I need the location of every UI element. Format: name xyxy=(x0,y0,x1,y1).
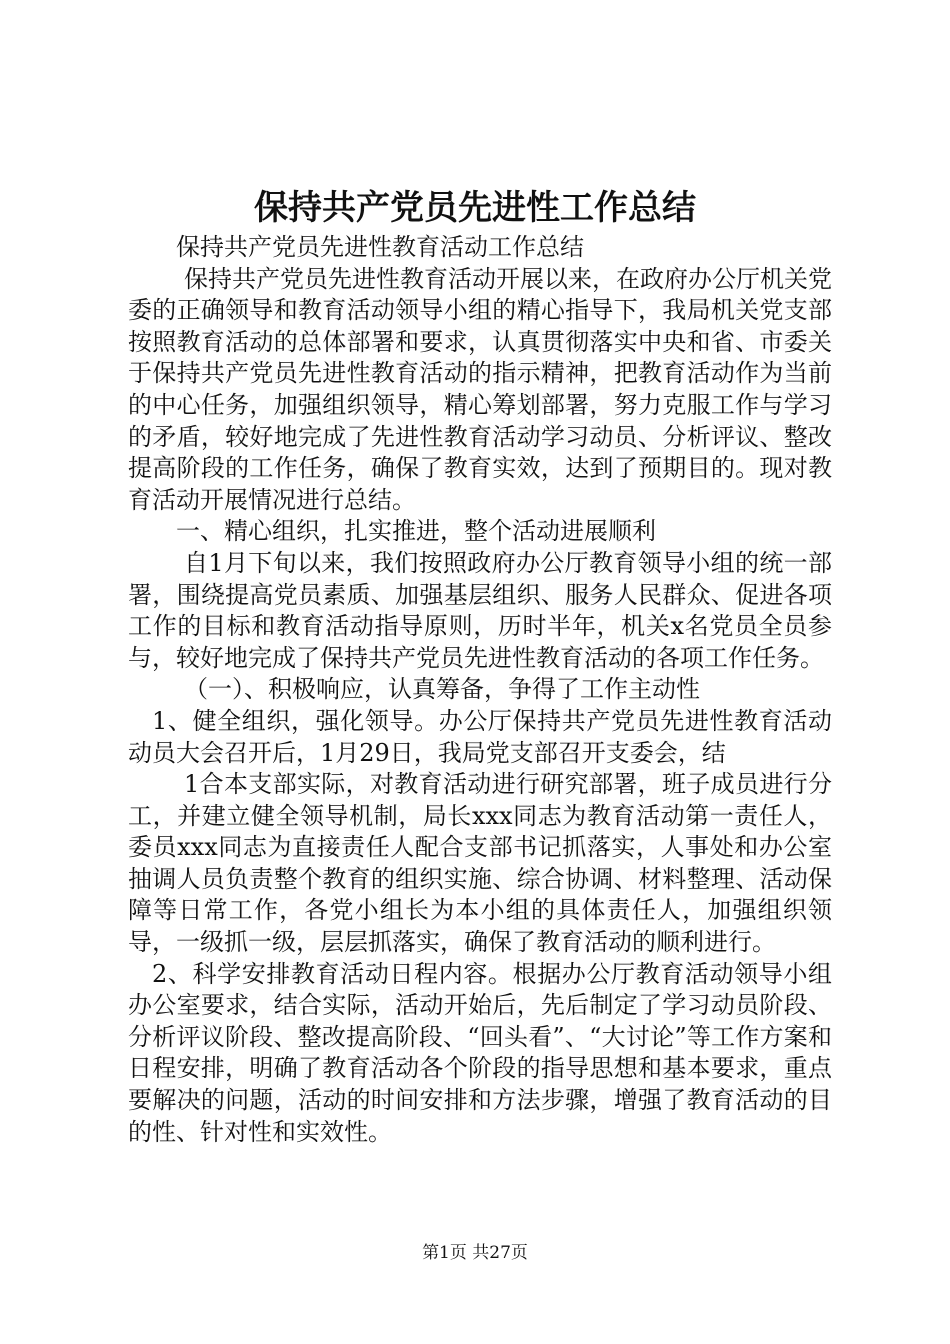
item-2-paragraph: 2、科学安排教育活动日程内容。根据办公厅教育活动领导小组办公室要求，结合实际，活动开始后，先后制定了学习动员阶段、分析评议阶段、整改提高阶段、“回头看”、“大讨论”等工作方案和日程安排，明确了教育活动各个阶段的指导思想和基本要求，重点要解决的问题，活动的时间安排和方法步骤，增强了教育活动的目的性、针对性和实效性。 xyxy=(128,959,832,1146)
subtitle-paragraph: 保持共产党员先进性教育活动工作总结 xyxy=(176,233,584,261)
intro-paragraph: 保持共产党员先进性教育活动开展以来，在政府办公厅机关党委的正确领导和教育活动领导小组的精心指导下，我局机关党支部按照教育活动的总体部署和要求，认真贯彻落实中央和省、市委关于保持共产党员先进性教育活动的指示精神，把教育活动作为当前的中心任务，加强组织领导，精心筹划部署，努力克服工作与学习的矛盾，较好地完成了先进性教育活动学习动员、分析评议、整改提高阶段的工作任务，确保了教育实效，达到了预期目的。现对教育活动开展情况进行总结。 xyxy=(128,264,832,514)
item-1-continued-paragraph: 1合本支部实际，对教育活动进行研究部署，班子成员进行分工，并建立健全领导机制，局长xxx同志为教育活动第一责任人，委员xxx同志为直接责任人配合支部书记抓落实，人事处和办公室抽调人员负责整个教育的组织实施、综合协调、材料整理、活动保障等日常工作，各党小组长为本小组的具体责任人，加强组织领导，一级抓一级，层层抓落实，确保了教育活动的顺利进行。 xyxy=(128,770,832,957)
page-number-footer: 第1页 共27页 xyxy=(422,1243,528,1263)
document-body xyxy=(128,232,832,1148)
subsection-heading-1: （一）、积极响应，认真筹备，争得了工作主动性 xyxy=(184,675,700,704)
section-heading-1: 一、精心组织，扎实推进，整个活动进展顺利 xyxy=(176,517,656,546)
document-title: 保持共产党员先进性工作总结 xyxy=(254,188,696,228)
section-1-paragraph: 自1月下旬以来，我们按照政府办公厅教育领导小组的统一部署，围绕提高党员素质、加强基层组织、服务人民群众、促进各项工作的目标和教育活动指导原则，历时半年，机关x名党员全员参与，较好地完成了保持共产党员先进性教育活动的各项工作任务。 xyxy=(128,548,832,672)
item-1-paragraph: 1、健全组织，强化领导。办公厅保持共产党员先进性教育活动动员大会召开后，1月29日，我局党支部召开支委会，结 xyxy=(128,706,832,767)
